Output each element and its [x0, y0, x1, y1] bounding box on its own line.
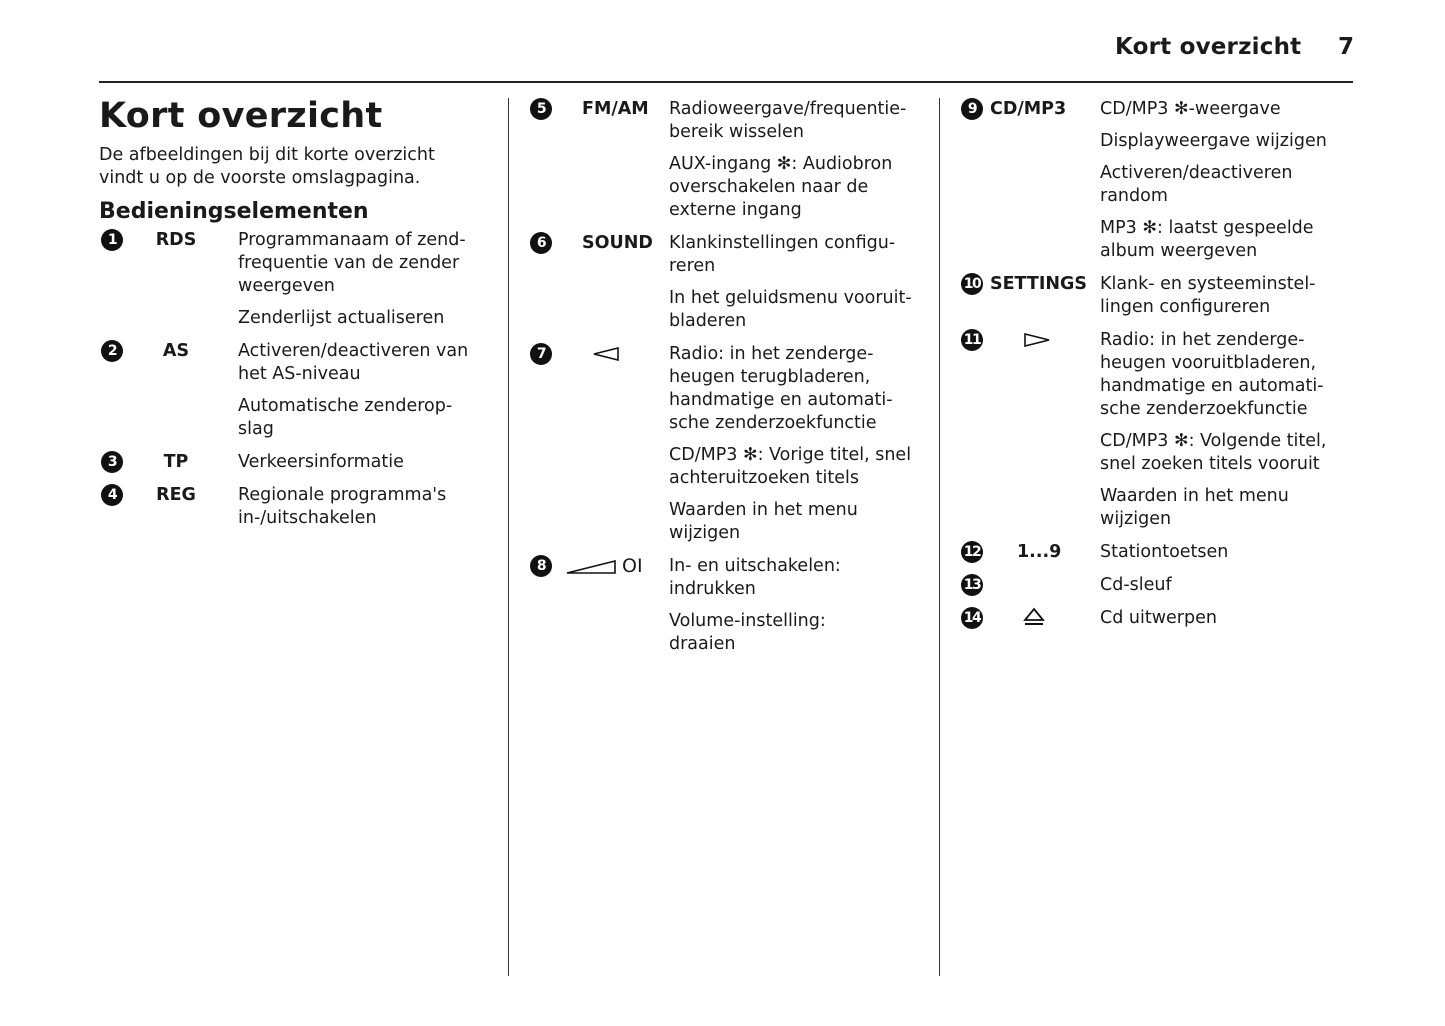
- description-paragraph: Klank- en systeeminstel- lingen configureren: [1100, 274, 1316, 317]
- page-number: 7: [1338, 34, 1355, 60]
- intro-text: De afbeeldingen bij dit korte overzicht vindt u op de voorste omslagpagina.: [99, 145, 435, 188]
- control-label: 1...9: [1017, 542, 1062, 562]
- control-description: [1100, 607, 1361, 630]
- control-entry: [961, 329, 1361, 531]
- description-paragraph: MP3 ✻: laatst gespeelde album weergeven: [1100, 218, 1314, 261]
- item-number-badge: 13: [961, 574, 983, 596]
- control-label: SETTINGS: [990, 274, 1087, 294]
- control-description: [238, 340, 501, 441]
- description-paragraph: Waarden in het menu wijzigen: [1100, 486, 1289, 529]
- description-paragraph: Programmanaam of zend- frequentie van de zender weergeven: [238, 230, 466, 296]
- control-label: TP: [163, 452, 189, 472]
- control-entry: [961, 98, 1361, 263]
- item-number-badge: 1: [101, 229, 123, 251]
- description-paragraph: Cd uitwerpen: [1100, 608, 1217, 628]
- item-number-badge: 12: [961, 541, 983, 563]
- description-paragraph: Radioweergave/frequentie- bereik wisselen: [669, 99, 907, 142]
- control-entry: [530, 98, 930, 222]
- control-entry: [961, 574, 1361, 597]
- description-paragraph: Regionale programma's in-/uitschakelen: [238, 485, 447, 528]
- description-paragraph: CD/MP3 ✻: Vorige titel, snel achteruitzoeken titels: [669, 445, 912, 488]
- page-title: Kort overzicht: [99, 96, 383, 136]
- control-description: [238, 229, 501, 330]
- item-number-badge: 5: [530, 98, 552, 120]
- item-number-badge: 10: [961, 273, 983, 295]
- control-description: [1100, 98, 1361, 263]
- description-paragraph: CD/MP3 ✻-weergave: [1100, 99, 1281, 119]
- control-entry: [101, 340, 501, 441]
- description-paragraph: Verkeersinformatie: [238, 452, 404, 472]
- description-paragraph: Waarden in het menu wijzigen: [669, 500, 858, 543]
- column-1: [101, 229, 501, 540]
- running-header: Kort overzicht: [1115, 34, 1302, 60]
- description-paragraph: Zenderlijst actualiseren: [238, 308, 445, 328]
- control-description: [669, 555, 930, 656]
- volume-icon: [565, 559, 617, 575]
- control-label: FM/AM: [582, 99, 649, 119]
- description-paragraph: Activeren/deactiveren random: [1100, 163, 1293, 206]
- description-paragraph: Volume-instelling: draaien: [669, 611, 826, 654]
- control-entry: [101, 484, 501, 530]
- control-entry: [101, 451, 501, 474]
- section-title: Bedieningselementen: [99, 199, 369, 224]
- control-description: [1100, 273, 1361, 319]
- item-number-badge: 11: [961, 329, 983, 351]
- control-description: [1100, 541, 1361, 564]
- control-entry: [530, 555, 930, 656]
- control-description: [669, 343, 930, 545]
- description-paragraph: Displayweergave wijzigen: [1100, 131, 1327, 151]
- control-entry: [961, 607, 1361, 630]
- description-paragraph: Automatische zenderop- slag: [238, 396, 453, 439]
- seek-back-icon: [592, 347, 620, 361]
- control-description: [1100, 574, 1361, 597]
- control-description: [669, 98, 930, 222]
- control-label: RDS: [155, 230, 197, 250]
- column-divider: [508, 98, 509, 976]
- item-number-badge: 6: [530, 232, 552, 254]
- description-paragraph: Stationtoetsen: [1100, 542, 1229, 562]
- control-entry: [961, 541, 1361, 564]
- control-label: OI: [622, 555, 643, 577]
- column-divider: [939, 98, 940, 976]
- item-number-badge: 8: [530, 555, 552, 577]
- column-2: [530, 98, 930, 666]
- control-label: CD/MP3: [990, 99, 1067, 119]
- item-number-badge: 9: [961, 98, 983, 120]
- description-paragraph: Radio: in het zenderge- heugen vooruitbladeren, handmatige en automati- sche zenderzoekfunctie: [1100, 330, 1324, 419]
- item-number-badge: 3: [101, 451, 123, 473]
- control-entry: [101, 229, 501, 330]
- description-paragraph: Klankinstellingen configu- reren: [669, 233, 896, 276]
- description-paragraph: Radio: in het zenderge- heugen terugbladeren, handmatige en automati- sche zenderzoekfunctie: [669, 344, 893, 433]
- control-label: AS: [162, 341, 190, 361]
- seek-forward-icon: [1023, 333, 1051, 347]
- item-number-badge: 7: [530, 343, 552, 365]
- control-description: [669, 232, 930, 333]
- item-number-badge: 2: [101, 340, 123, 362]
- description-paragraph: In- en uitschakelen: indrukken: [669, 556, 841, 599]
- control-label: REG: [156, 485, 196, 505]
- item-number-badge: 4: [101, 484, 123, 506]
- control-description: [1100, 329, 1361, 531]
- header-rule: [99, 81, 1353, 83]
- description-paragraph: CD/MP3 ✻: Volgende titel, snel zoeken titels vooruit: [1100, 431, 1327, 474]
- description-paragraph: In het geluidsmenu vooruit- bladeren: [669, 288, 912, 331]
- description-paragraph: Activeren/deactiveren van het AS-niveau: [238, 341, 469, 384]
- column-3: [961, 98, 1361, 640]
- control-entry: [530, 343, 930, 545]
- control-entry: [961, 273, 1361, 319]
- eject-icon: [1023, 607, 1045, 627]
- control-entry: [530, 232, 930, 333]
- control-label: SOUND: [582, 233, 653, 253]
- description-paragraph: Cd-sleuf: [1100, 575, 1172, 595]
- control-description: [238, 451, 501, 474]
- item-number-badge: 14: [961, 607, 983, 629]
- control-description: [238, 484, 501, 530]
- description-paragraph: AUX-ingang ✻: Audiobron overschakelen naar de externe ingang: [669, 154, 893, 220]
